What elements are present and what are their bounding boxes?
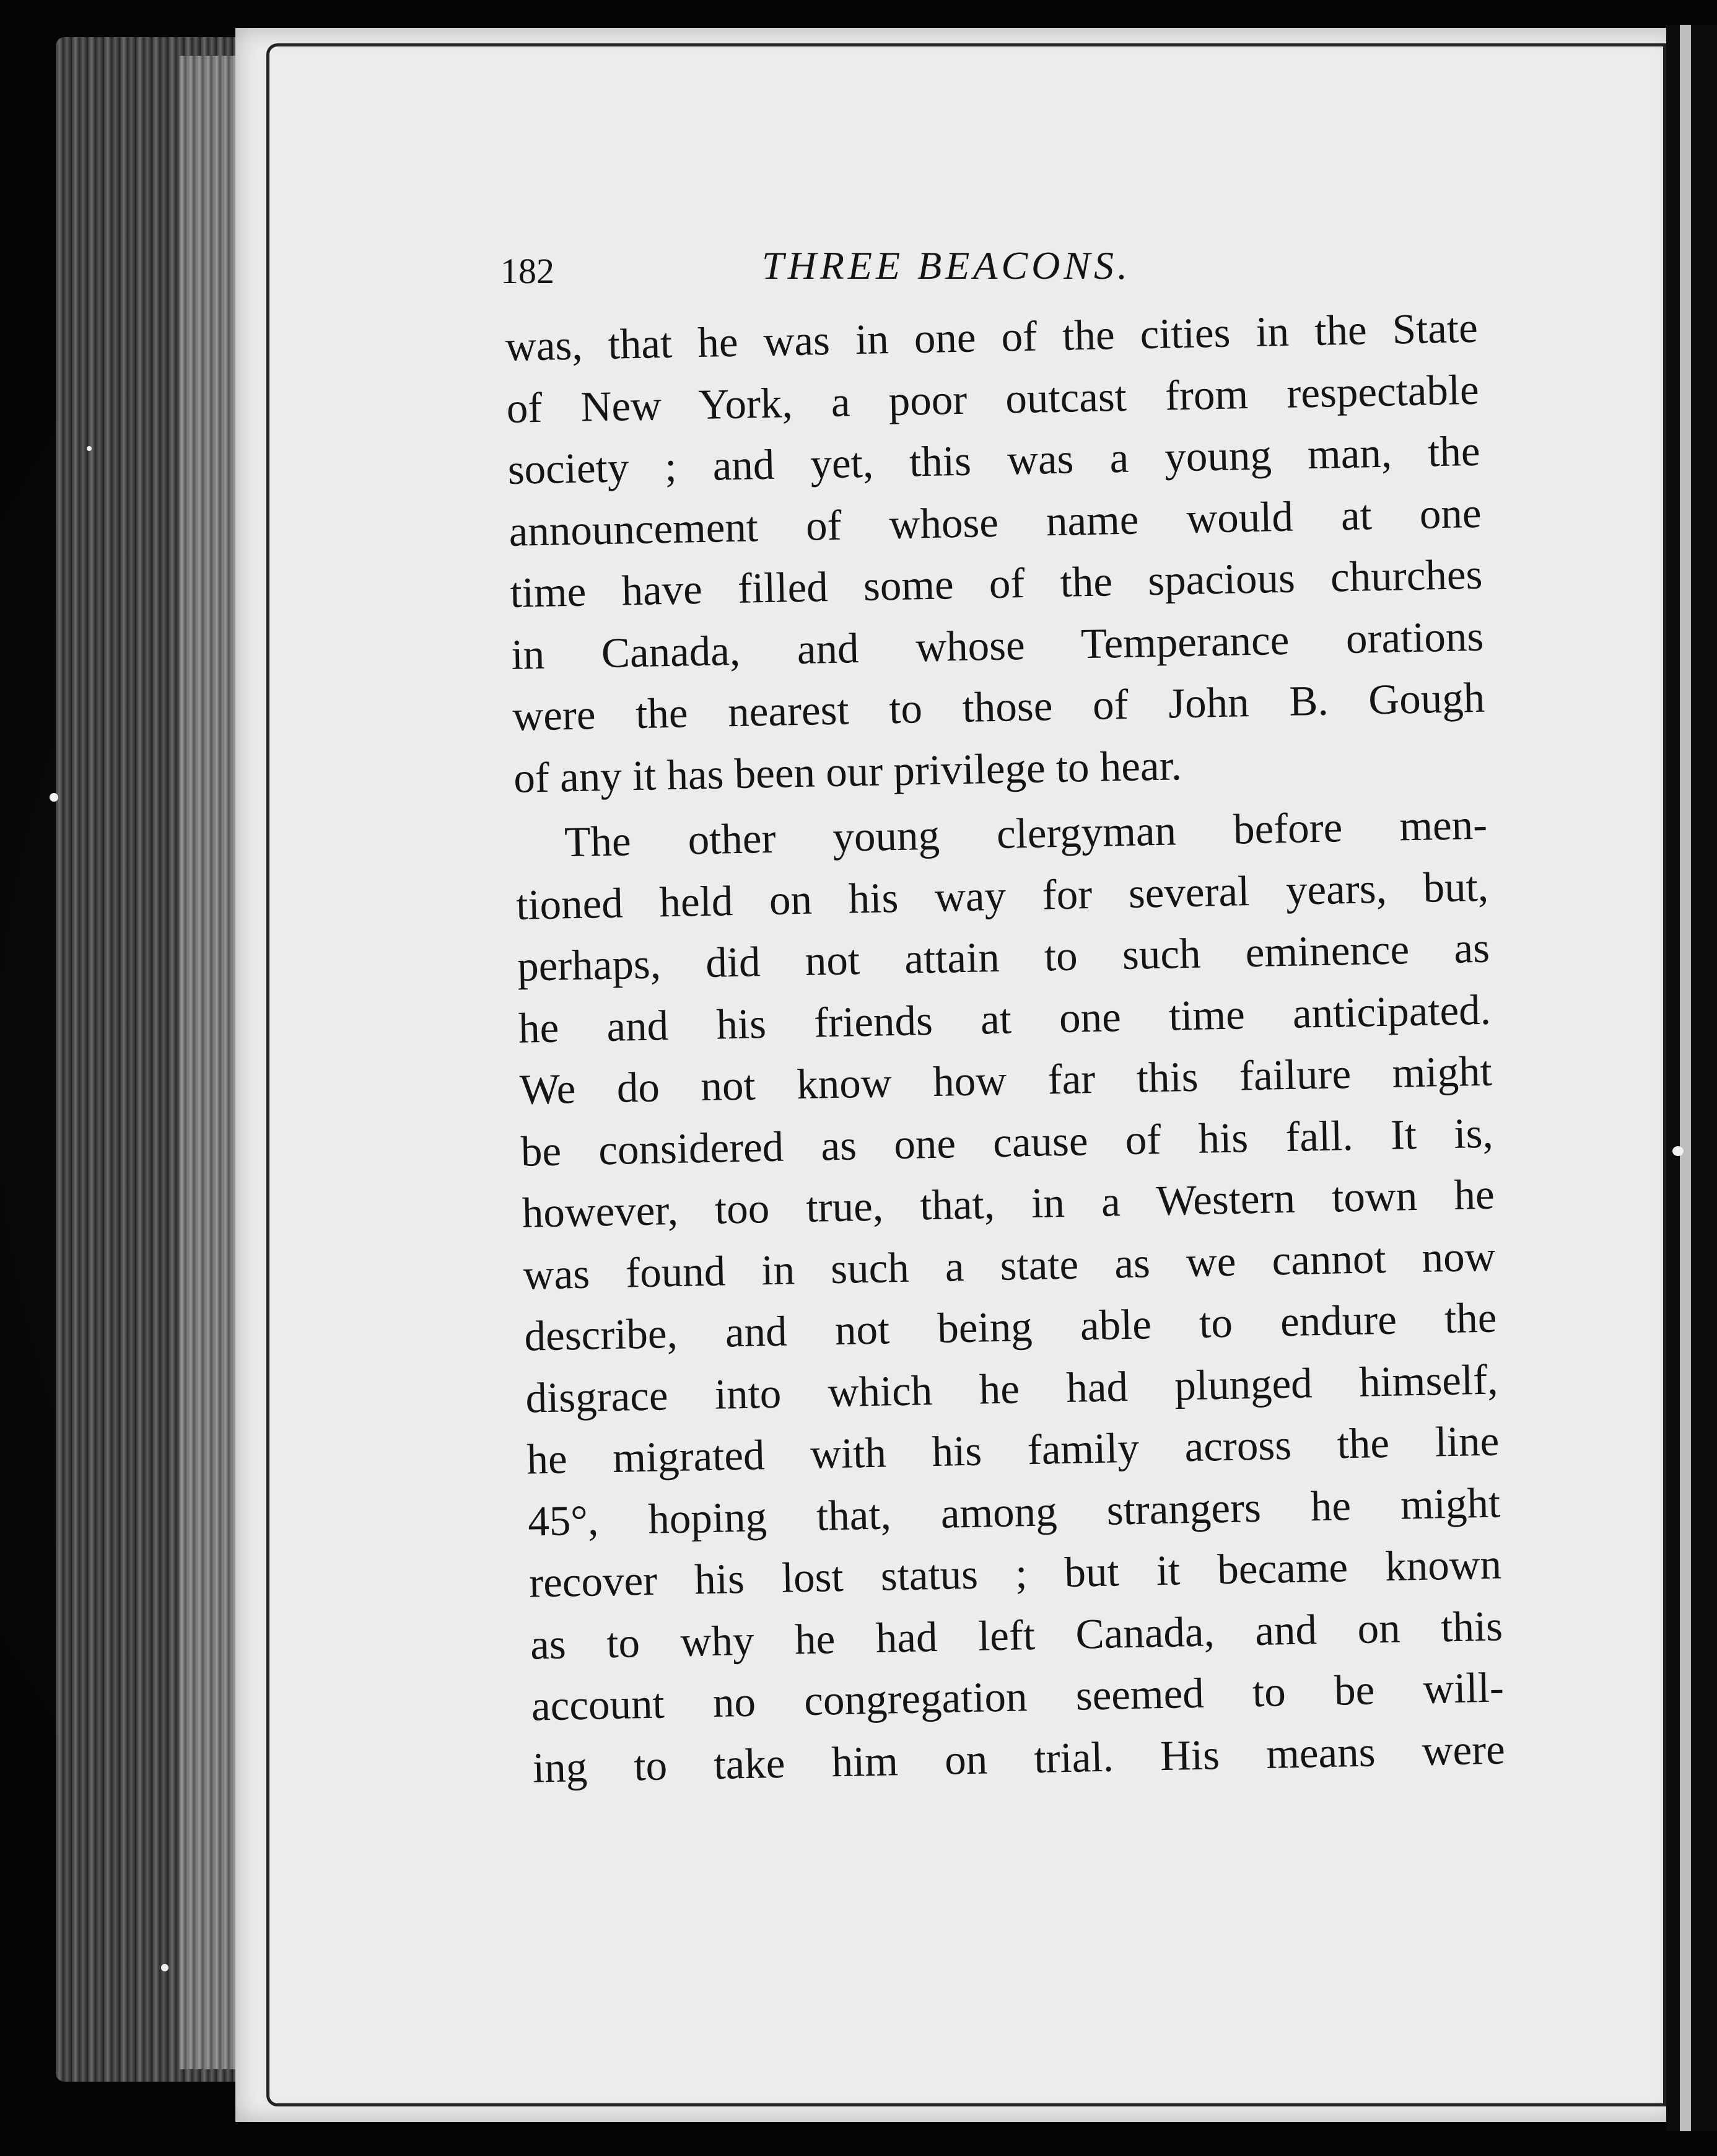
text-line: 45°, hoping that, among strangers he might [527, 1479, 1501, 1545]
text-line: The other young clergyman before men- [564, 800, 1488, 866]
text-line: he and his friends at one time anticipated. [518, 986, 1492, 1052]
text-line: of any it has been our privilege to hear. [513, 741, 1182, 802]
text-line: announcement of whose name would at one [508, 489, 1482, 555]
text-line: ing to take him on trial. His means were [532, 1725, 1506, 1792]
text-line: recover his lost status ; but it became known [528, 1540, 1502, 1606]
text-line: however, too true, that, in a Western town he [522, 1170, 1495, 1237]
page-number: 182 [500, 251, 554, 291]
text-line: was, that he was in one of the cities in the State [505, 304, 1479, 370]
scan-speck [87, 446, 92, 451]
book-page-edges [56, 37, 266, 2082]
text-line: account no congregation seemed to be will- [531, 1663, 1505, 1730]
text-line: he migrated with his family across the line [526, 1417, 1500, 1483]
text-line: in Canada, and whose Temperance orations [510, 612, 1484, 678]
text-line: describe, and not being able to endure the [523, 1294, 1498, 1360]
scan-speck [1672, 1146, 1684, 1156]
paragraph-1 [505, 297, 1487, 809]
text-line: tioned held on his way for several years, but, [515, 862, 1489, 929]
running-head: THREE BEACONS. [762, 243, 1131, 287]
text-line: of New York, a poor outcast from respectable [506, 366, 1480, 432]
text-line: time have filled some of the spacious churches [509, 550, 1483, 616]
body-text [505, 297, 1506, 1799]
right-margin-strip [1666, 25, 1717, 2131]
right-margin-line [1680, 25, 1691, 2131]
text-line: be considered as one cause of his fall. It is, [520, 1109, 1494, 1175]
paragraph-2 [514, 794, 1505, 1799]
text-line: We do not know how far this failure might [519, 1047, 1493, 1113]
text-line: perhaps, did not attain to such eminence as [517, 924, 1490, 990]
text-line: were the nearest to those of John B. Gough [512, 673, 1485, 740]
text-line: was found in such a state as we cannot now [522, 1232, 1496, 1299]
scan-speck [161, 1964, 168, 1971]
text-line: disgrace into which he had plunged himself, [525, 1356, 1498, 1422]
text-line: as to why he had left Canada, and on this [530, 1602, 1503, 1668]
text-line: society ; and yet, this was a young man, the [507, 427, 1481, 493]
scan-speck [50, 793, 58, 802]
